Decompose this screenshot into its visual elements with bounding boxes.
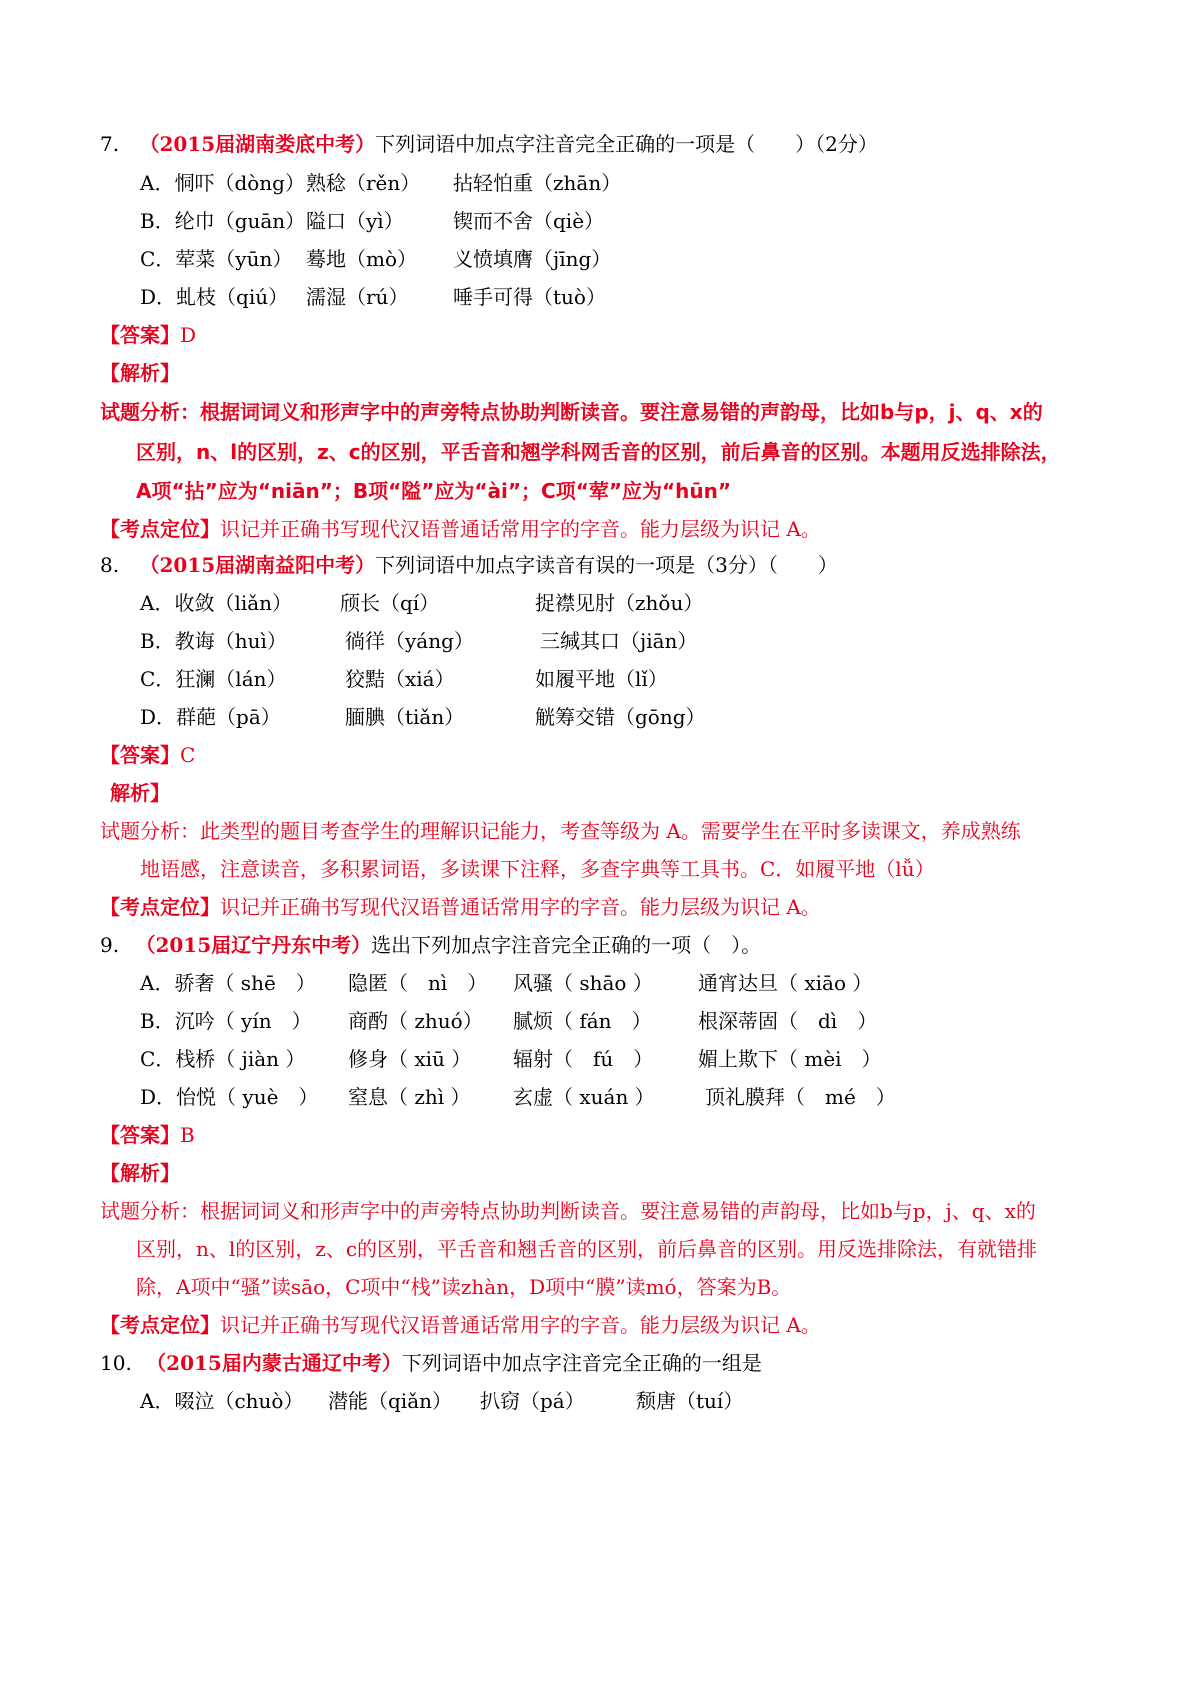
q9-answer — [100, 1121, 195, 1149]
q10-option-a-1: A．啜泣（chuò） — [140, 1389, 304, 1413]
q9-analysis-line-3: 除，A项中“骚”读sāo，C项中“栈”读zhàn，D项中“膜”读mó，答案为B。 — [136, 1275, 792, 1299]
q7-analysis-line-3: A项“拈”应为“niān”；B项“隘”应为“ài”；C项“荤”应为“hūn” — [136, 479, 732, 503]
q8-number: 8. — [100, 553, 120, 577]
q7-option-b-2: 隘口（yì） — [306, 209, 404, 233]
q9-option-a-4: 通宵达旦（ xiāo ） — [698, 971, 873, 995]
q8-source: （2015届湖南益阳中考） — [139, 553, 376, 577]
q8-option-c-1: C．狂澜（lán） — [140, 667, 287, 691]
q9-analysis-line-2: 区别，n、l的区别，z、c的区别，平舌音和翘舌音的区别，前后鼻音的区别。用反选排除法，有就错排 — [136, 1237, 1038, 1261]
q7-option-c-2: 蓦地（mò） — [306, 247, 418, 271]
q8-option-c-3: 如履平地（lǐ） — [535, 667, 668, 691]
q8-option-a-2: 颀长（qí） — [340, 591, 440, 615]
q9-option-b-4: 根深蒂固（ dì ） — [698, 1009, 878, 1033]
q9-option-b-1: B．沉吟（ yín ） — [140, 1009, 312, 1033]
q9-option-c-4: 媚上欺下（ mèi ） — [698, 1047, 882, 1071]
q7-option-b-3: 锲而不舍（qiè） — [453, 209, 605, 233]
q7-option-a-1: A．恫吓（dòng） — [140, 171, 305, 195]
q8-analysis-line-1: 试题分析：此类型的题目考查学生的理解识记能力，考查等级为 A。需要学生在平时多读课文，养成熟练 — [100, 819, 1021, 843]
q7-option-c-3: 义愤填膺（jīng） — [453, 247, 612, 271]
q7-option-c-1: C．荤菜（yūn） — [140, 247, 293, 271]
q8-stem: 下列词语中加点字读音有误的一项是（3分）（ ） — [375, 553, 838, 577]
q7-point-text: 识记并正确书写现代汉语普通话常用字的字音。能力层级为识记 A。 — [220, 517, 821, 541]
q7-stem: 下列词语中加点字注音完全正确的一项是（ ）（2分） — [375, 132, 878, 156]
q7-number: 7. — [100, 132, 120, 156]
q7-answer — [100, 321, 196, 349]
q8-option-a-1: A．收敛（liǎn） — [140, 591, 293, 615]
q8-option-d-3: 觥筹交错（gōng） — [535, 705, 706, 729]
q8-analysis-label — [100, 779, 170, 807]
q7-option-d-2: 濡湿（rú） — [306, 285, 409, 309]
q7-option-b-1: B．纶巾（guān） — [140, 209, 306, 233]
q7-analysis-label: 【解析】 — [100, 361, 180, 385]
q10-stem: 下列词语中加点字注音完全正确的一组是 — [401, 1351, 762, 1375]
q9-point — [100, 1311, 821, 1339]
q8-point-text: 识记并正确书写现代汉语普通话常用字的字音。能力层级为识记 A。 — [220, 895, 821, 919]
q8-point-label: 【考点定位】 — [100, 895, 220, 919]
q9-answer-label: 【答案】 — [100, 1123, 180, 1147]
q7-title — [100, 130, 878, 158]
q8-answer-label: 【答案】 — [100, 743, 180, 767]
q8-answer — [100, 741, 195, 769]
q8-option-a-3: 捉襟见肘（zhǒu） — [535, 591, 704, 615]
q8-point — [100, 893, 821, 921]
q9-analysis-label: 【解析】 — [100, 1161, 180, 1185]
q7-option-d-3: 唾手可得（tuò） — [453, 285, 606, 309]
q9-option-b-3: 腻烦（ fán ） — [513, 1009, 652, 1033]
q8-option-d-2: 腼腆（tiǎn） — [345, 705, 465, 729]
q8-option-b-2: 徜徉（yáng） — [345, 629, 474, 653]
q8-answer-value: C — [180, 743, 196, 767]
q9-option-a-3: 风骚（ shāo ） — [513, 971, 653, 995]
q9-option-a-1: A．骄奢（ shē ） — [140, 971, 316, 995]
q9-option-d-4: 顶礼膜拜（ mé ） — [705, 1085, 896, 1109]
q7-option-d-1: D．虬枝（qiú） — [140, 285, 289, 309]
q9-option-d-2: 窒息（ zhì ） — [348, 1085, 471, 1109]
q10-option-a-2: 潜能（qiǎn） — [328, 1389, 453, 1413]
q7-analysis-line-1: 试题分析：根据词词义和形声字中的声旁特点协助判断读音。要注意易错的声韵母，比如b与p，j、q、x的 — [100, 400, 1043, 424]
q8-option-b-1: B．教诲（huì） — [140, 629, 287, 653]
q9-option-d-1: D．怡悦（ yuè ） — [140, 1085, 319, 1109]
q8-analysis-label-text: 解析】 — [110, 781, 170, 805]
q7-option-a-2: 熟稔（rěn） — [306, 171, 421, 195]
q10-number: 10. — [100, 1351, 132, 1375]
q8-analysis-line-2: 地语感，注意读音，多积累词语，多读课下注释，多查字典等工具书。C．如履平地（lǚ） — [140, 857, 935, 881]
q10-title — [100, 1349, 762, 1377]
q10-option-a-4: 颓唐（tuí） — [636, 1389, 744, 1413]
q9-analysis-line-1: 试题分析：根据词词义和形声字中的声旁特点协助判断读音。要注意易错的声韵母，比如b与p，j、q、x的 — [100, 1199, 1036, 1223]
q9-option-a-2: 隐匿（ nì ） — [348, 971, 488, 995]
q9-stem: 选出下列加点字注音完全正确的一项（ ）。 — [371, 933, 762, 957]
q7-point-label: 【考点定位】 — [100, 517, 220, 541]
q9-point-label: 【考点定位】 — [100, 1313, 220, 1337]
q9-option-c-3: 辐射（ fú ） — [513, 1047, 654, 1071]
q9-option-d-3: 玄虚（ xuán ） — [513, 1085, 655, 1109]
q9-source: （2015届辽宁丹东中考） — [135, 933, 372, 957]
q7-option-a-3: 拈轻怕重（zhān） — [453, 171, 622, 195]
q9-answer-value: B — [180, 1123, 195, 1147]
q9-point-text: 识记并正确书写现代汉语普通话常用字的字音。能力层级为识记 A。 — [220, 1313, 821, 1337]
q10-source: （2015届内蒙古通辽中考） — [146, 1351, 402, 1375]
q8-title — [100, 551, 838, 579]
q8-option-c-2: 狡黠（xiá） — [345, 667, 455, 691]
q9-option-c-1: C．栈桥（ jiàn ） — [140, 1047, 306, 1071]
q8-option-b-3: 三缄其口（jiān） — [540, 629, 698, 653]
q7-answer-label: 【答案】 — [100, 323, 180, 347]
q7-analysis-line-2: 区别，n、l的区别，z、c的区别，平舌音和翘学科网舌音的区别，前后鼻音的区别。本题用反选排除法， — [136, 440, 1061, 464]
q9-title — [100, 931, 761, 959]
q9-option-b-2: 商酌（ zhuó） — [348, 1009, 483, 1033]
q7-point — [100, 515, 821, 543]
q9-option-c-2: 修身（ xiū ） — [348, 1047, 472, 1071]
q7-answer-value: D — [180, 323, 197, 347]
q7-source: （2015届湖南娄底中考） — [139, 132, 376, 156]
q8-option-d-1: D．群葩（pā） — [140, 705, 281, 729]
q9-number: 9. — [100, 933, 120, 957]
q10-option-a-3: 扒窃（pá） — [480, 1389, 585, 1413]
